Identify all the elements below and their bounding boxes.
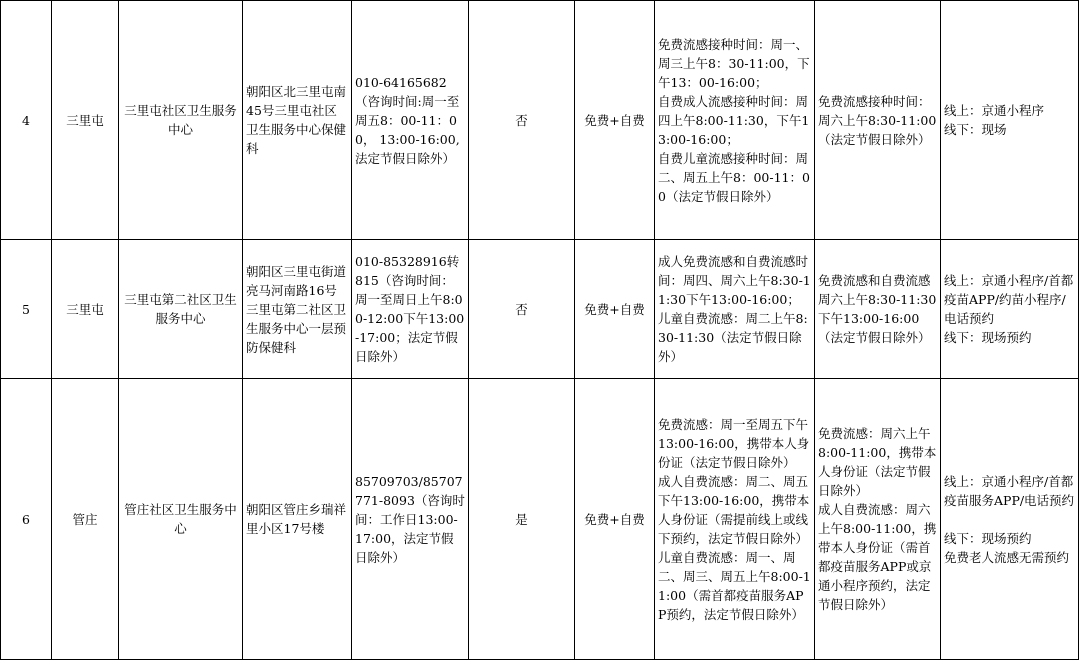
address-cell [243, 1, 352, 240]
center-name-cell: 三里屯社区卫生服务中心 [119, 1, 243, 240]
address-text: 朝阳区管庄乡瑞祥里小区17号楼 [246, 502, 347, 536]
weekend-time-cell [815, 240, 941, 379]
address-text: 朝阳区三里屯街道亮马河南路16号三里屯第二社区卫生服务中心一层预防保健科 [246, 263, 347, 355]
booking-cell [941, 1, 1079, 240]
address-cell [243, 240, 352, 379]
fee-type-cell: 免费+自费 [575, 379, 655, 660]
weekday-time-text: 成人免费流感和自费流感时间：周四、周六上午8:30-11:30下午13:00-16:00；儿童自费流感：周二上午8:30-11:30（法定节假日除外） [658, 254, 811, 364]
free-vaccine-cell: 是 [469, 379, 575, 660]
fee-type-cell: 免费+自费 [575, 1, 655, 240]
booking-text: 线上：京通小程序/首都疫苗APP/约苗小程序/电话预约 线下：现场预约 [944, 273, 1074, 345]
booking-cell [941, 379, 1079, 660]
weekday-time-cell [655, 1, 815, 240]
row-number: 5 [1, 240, 52, 379]
booking-text: 线上：京通小程序/首都疫苗服务APP/电话预约 线下：现场预约 免费老人流感无需预约 [944, 473, 1075, 565]
booking-cell [941, 240, 1079, 379]
weekend-time-text: 免费流感和自费流感周六上午8:30-11:30下午13:00-16:00（法定节假日除外） [818, 273, 937, 345]
phone-cell [352, 1, 469, 240]
free-vaccine-cell: 否 [469, 1, 575, 240]
weekday-time-text: 免费流感：周一至周五下午13:00-16:00，携带本人身份证（法定节假日除外） 成人自费流感：周二、周五下午13:00-16:00，携带本人身份证（需提前线上或线下预约，法定节假日除外） 儿童自费流感：周一、周二、周三、周五上午8:00-11:00（需首都疫苗服务APP预约，法定节假日除外） [658, 416, 811, 622]
table-row [1, 240, 1079, 379]
area-cell: 管庄 [52, 379, 119, 660]
table-row [1, 1, 1079, 240]
center-name-cell: 三里屯第二社区卫生服务中心 [119, 240, 243, 379]
weekday-time-cell [655, 240, 815, 379]
phone-cell [352, 379, 469, 660]
row-number: 4 [1, 1, 52, 240]
weekend-time-text: 免费流感：周六上午8:00-11:00，携带本人身份证（法定节假日除外） 成人自费流感：周六上午8:00-11:00，携带本人身份证（需首都疫苗服务APP或京通小程序预约，法定节假日除外） [818, 426, 937, 612]
free-vaccine-cell: 否 [469, 240, 575, 379]
phone-text: 010-64165682 （咨询时间:周一至周五8：00-11：00， 13:00-16:00,法定节假日除外） [355, 74, 460, 166]
weekend-time-cell [815, 379, 941, 660]
table-row [1, 379, 1079, 660]
address-cell [243, 379, 352, 660]
phone-text: 010-85328916转815（咨询时间：周一至周日上午8:00-12:00下午13:00-17:00；法定节假日除外） [355, 254, 465, 364]
weekend-time-text: 免费流感接种时间：周六上午8:30-11:00（法定节假日除外） [818, 93, 937, 147]
area-cell: 三里屯 [52, 240, 119, 379]
address-text: 朝阳区北三里屯南45号三里屯社区卫生服务中心保健科 [246, 84, 347, 156]
weekend-time-cell [815, 1, 941, 240]
area-cell: 三里屯 [52, 1, 119, 240]
phone-text: 85709703/85707771-8093（咨询时间：工作日13:00-17:00，法定节假日除外） [355, 473, 465, 565]
fee-type-cell: 免费+自费 [575, 240, 655, 379]
weekday-time-cell [655, 379, 815, 660]
weekday-time-text: 免费流感接种时间：周一、周三上午8：30-11:00，下午13：00-16:00； 自费成人流感接种时间：周四上午8:00-11:30，下午13:00-16:00； 自费儿童流感接种时间：周二、周五上午8：00-11：00（法定节假日除外） [658, 36, 810, 204]
center-name-cell: 管庄社区卫生服务中心 [119, 379, 243, 660]
booking-text: 线上：京通小程序 线下：现场 [944, 103, 1045, 137]
row-number: 6 [1, 379, 52, 660]
phone-cell [352, 240, 469, 379]
